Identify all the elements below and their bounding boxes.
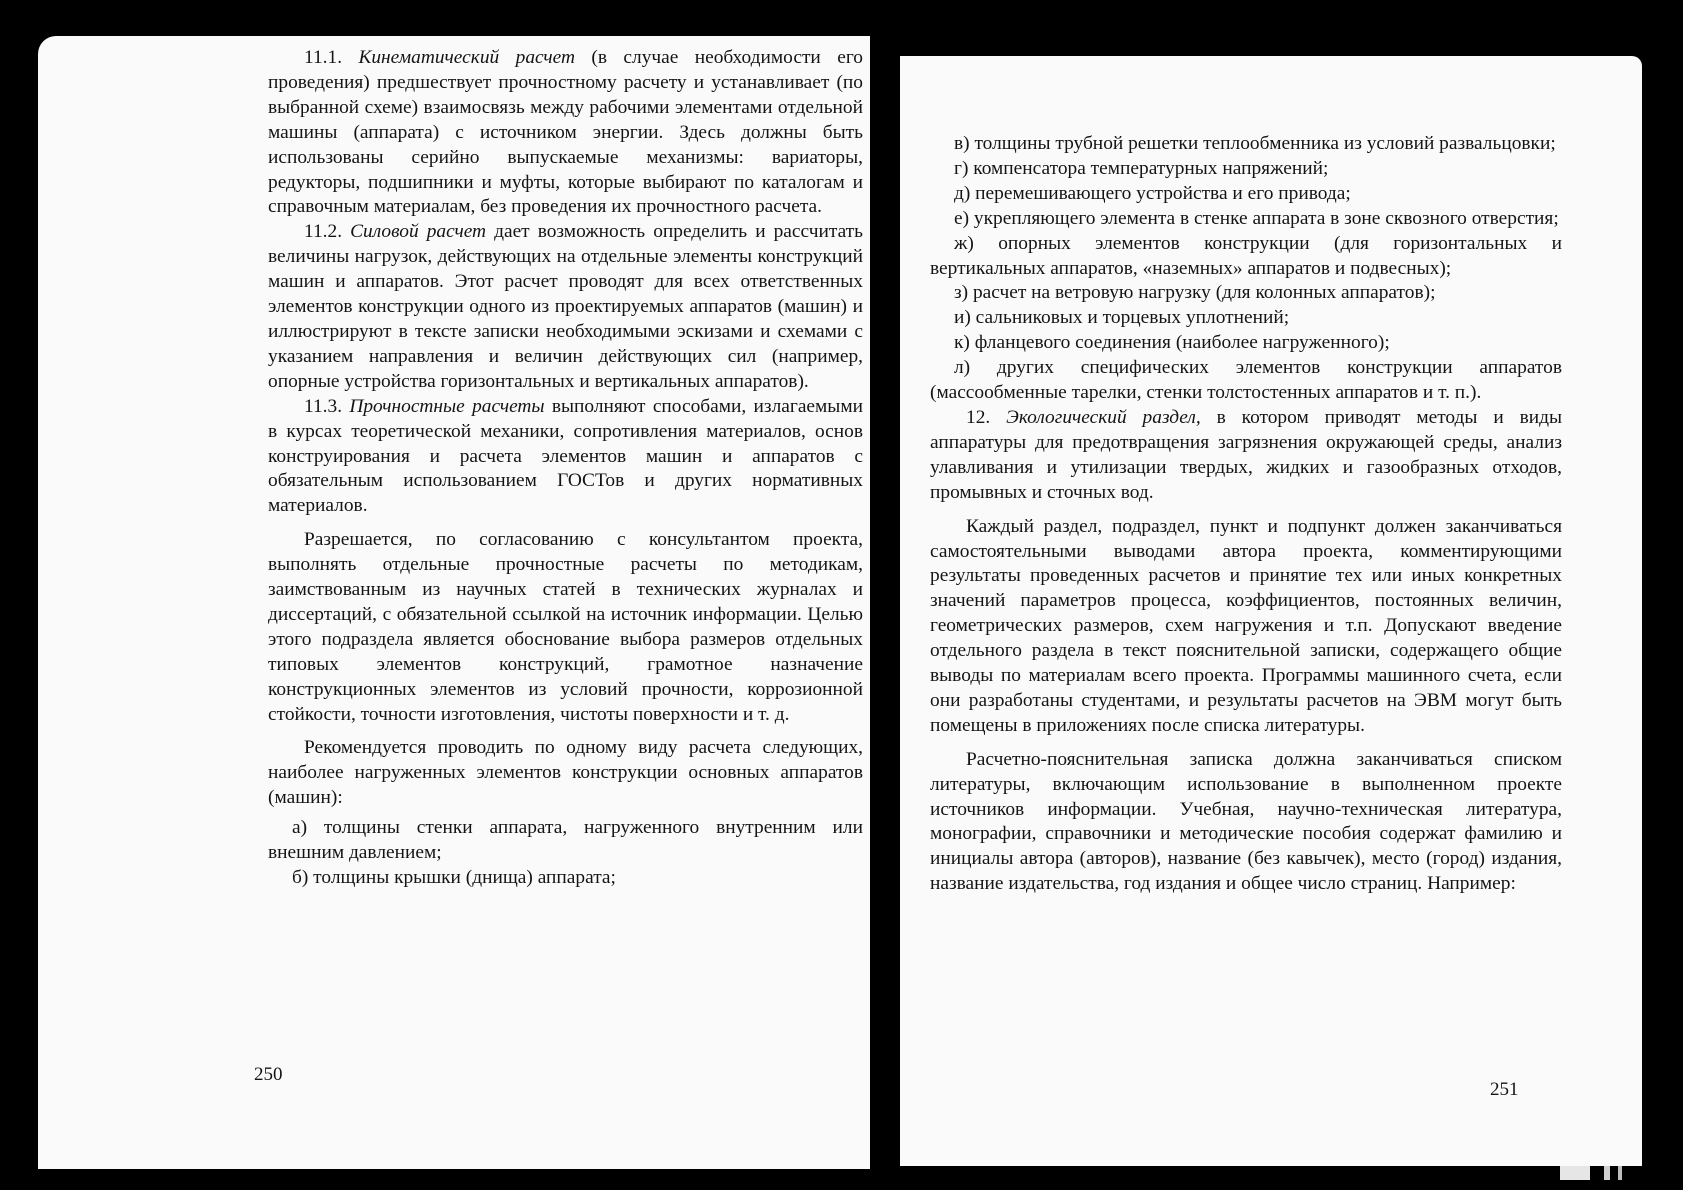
list-item-text: б) толщины крышки (днища) аппарата; — [292, 867, 616, 888]
paragraph-text: Расчетно-пояснительная записка должна заканчиваться списком литературы, включающим использование в выполненном проекте источников информации. Учебная, научно-техническая литература, монографии, справочники и методические пособия содержат фамилию и инициалы автора (авторов), название (без кавычек), место (город) издания, название издательства, год издания и общее число страниц. Например: — [930, 748, 1562, 895]
paragraph-text: дает возможность определить и рассчитать величины нагрузок, действующих на отдельные элементы конструкций машин и аппаратов. Этот расчет проводят для всех ответственных элементов конструкции одного из проектируемых аппаратов (машин) и иллюстрируют в тексте записки необходимыми эскизами и схемами с указанием направления и величин действующих сил (например, опорные устройства горизонтальных и вертикальных аппаратов). — [268, 221, 863, 392]
section-number: 11.1. — [304, 47, 359, 68]
list-item-text: з) расчет на ветровую нагрузку (для колонных аппаратов); — [954, 282, 1436, 304]
list-item — [268, 816, 863, 866]
list-item — [930, 232, 1562, 282]
paragraph — [268, 46, 863, 220]
list-item — [930, 356, 1562, 406]
list-item-text: а) толщины стенки аппарата, нагруженного внутренним или внешним давлением; — [268, 817, 863, 864]
paragraph-text: (в случае необходимости его проведения) предшествует прочностному расчету и устанавливает (по выбранной схеме) взаимосвязь между рабочими элементами отдельной машины (аппарата) с источником энергии. Здесь должны быть использованы серийно выпускаемые механизмы: вариаторы, редукторы, подшипники и муфты, которые выбирают по каталогам и справочным материалам, без проведения их прочностного расчета. — [268, 47, 863, 218]
list-item-text: д) перемешивающего устройства и его привода; — [954, 182, 1351, 204]
section-term: Экологический раздел, — [1006, 406, 1201, 428]
paragraph — [268, 736, 863, 811]
section-number: 11.2. — [304, 221, 351, 243]
list-item-text: к) фланцевого соединения (наиболее нагруженного); — [954, 332, 1390, 354]
paragraph — [930, 406, 1562, 506]
paragraph — [268, 220, 863, 394]
list-item — [930, 281, 1562, 306]
list-item — [930, 207, 1562, 232]
left-page-text — [268, 46, 863, 891]
list-item-text: и) сальниковых и торцевых уплотнений; — [954, 307, 1290, 329]
list-item-text: е) укрепляющего элемента в стенке аппарата в зоне сквозного отверстия; — [954, 207, 1559, 229]
list-item-text: ж) опорных элементов конструкции (для горизонтальных и вертикальных аппаратов, «наземных» аппаратов и подвесных); — [930, 232, 1562, 279]
right-page — [900, 56, 1642, 1166]
section-term: Прочностные расчеты — [349, 395, 545, 417]
page-number-right: 251 — [1490, 1079, 1519, 1100]
section-term: Силовой расчет — [350, 221, 487, 243]
paragraph-text: в котором приводят методы и виды аппаратуры для предотвращения загрязнения окружающей среды, анализ улавливания и утилизации твердых, жидких и газообразных отходов, промывных и сточных вод. — [930, 406, 1563, 503]
list-item — [268, 866, 863, 891]
list-item — [930, 331, 1562, 356]
paragraph-text: выполняют способами, излагаемыми в курсах теоретической механики, сопротивления материалов, основ конструирования и расчета элементов машин и аппаратов с обязательным использованием ГОСТов и других нормативных материалов. — [268, 395, 863, 517]
list-item — [930, 182, 1562, 207]
paragraph-text: Разрешается, по согласованию с консультантом проекта, выполнять отдельные прочностные расчеты по методикам, заимствованным из научных статей в технических журналах и диссертаций, с обязательной ссылкой на источник информации. Целью этого подраздела является обоснование выбора размеров отдельных типовых элементов конструкций, грамотное назначение конструкционных элементов из условий прочности, коррозионной стойкости, точности изготовления, чистоты поверхности и т. д. — [268, 529, 863, 725]
list-item — [930, 132, 1562, 157]
page-number-left: 250 — [254, 1064, 283, 1085]
paragraph-text: Каждый раздел, подраздел, пункт и подпункт должен заканчиваться самостоятельными выводами автора проекта, комментирующими результаты проведенных расчетов и принятие тех или иных конкретных значений параметров процесса, коэффициентов, постоянных величин, геометрических размеров, схем нагружения и т.п. Допускают введение отдельного раздела в текст пояснительной записки, содержащего общие выводы по материалам всего проекта. Программы машинного счета, если они разработаны студентами, и результаты расчетов на ЭВМ могут быть помещены в приложениях после списка литературы. — [930, 515, 1562, 736]
list-item-text: г) компенсатора температурных напряжений; — [954, 157, 1329, 179]
section-term: Кинематический расчет — [358, 47, 575, 68]
paragraph — [268, 395, 863, 520]
list-item-text: в) толщины трубной решетки теплообменника из условий развальцовки; — [954, 133, 1556, 154]
list-item — [930, 157, 1562, 182]
paragraph-text: Рекомендуется проводить по одному виду расчета следующих, наиболее нагруженных элементов конструкции основных аппаратов (машин): — [268, 737, 863, 809]
list-item — [930, 306, 1562, 331]
section-number: 12. — [966, 406, 1007, 428]
left-page — [38, 36, 870, 1169]
paragraph — [268, 528, 863, 727]
paragraph — [930, 515, 1562, 739]
right-page-text — [930, 132, 1562, 897]
paragraph — [930, 748, 1562, 897]
list-item-text: л) других специфических элементов конструкции аппаратов (массообменные тарелки, стенки толстостенных аппаратов и т. п.). — [930, 357, 1562, 404]
section-number: 11.3. — [304, 395, 350, 417]
